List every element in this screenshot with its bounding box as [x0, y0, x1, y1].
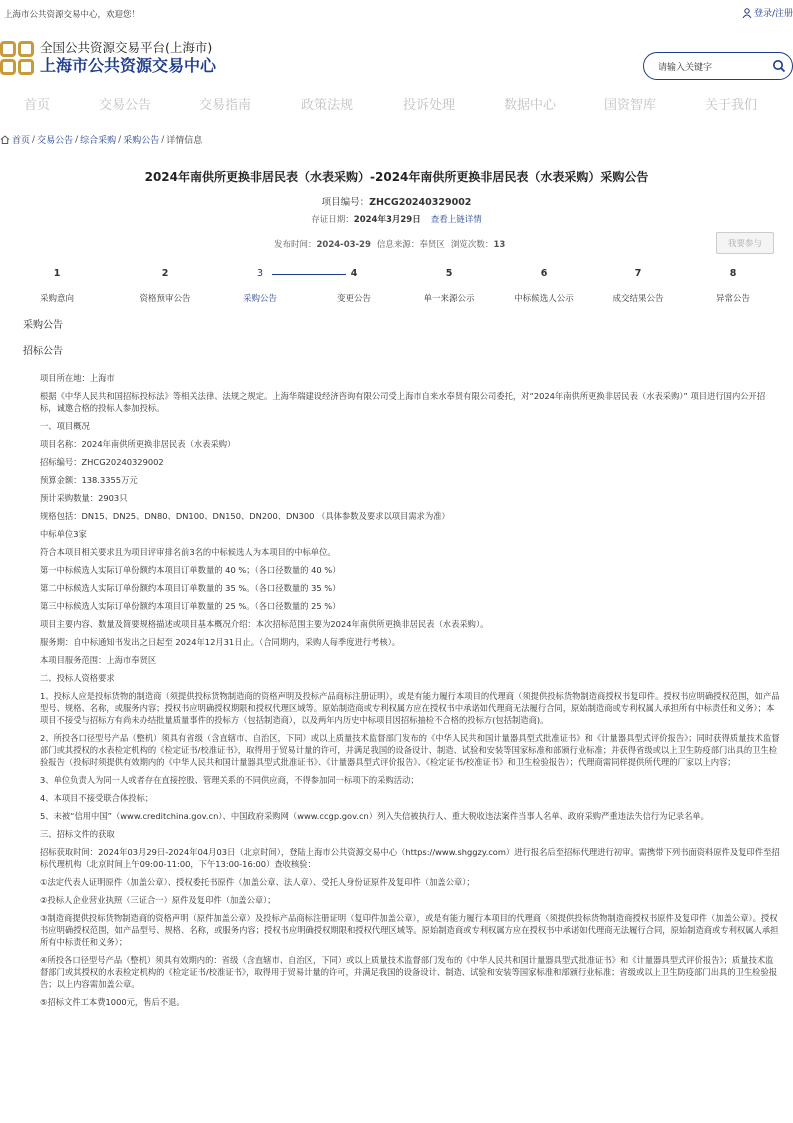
body-paragraph: 5、未被“信用中国”（www.creditchina.gov.cn）、中国政府采购网（www.ccgp.gov.cn）列入失信被执行人、重大税收违法案件当事人名单、政府采购严重违法失信行为记录名单。	[40, 811, 709, 821]
body-paragraph: ③制造商提供投标货物制造商的资格声明（原件加盖公章）及投标产品商标注册证明（复印件加盖公章），或是有能力履行本项目的代理商（须提供投标货物制造商授权书原件及复印件（加盖公章）。授权书应明确授权范围，如产品型号、规格、名称，或服务内容；授权书应明确授权期限和授权代理区域等。原始制造商或专利权属方应在授权书中承诺如代理商无法履行合同，原始制造商或专利权属人承担所有中标责任和义务）；	[40, 913, 779, 947]
nav-guide[interactable]: 交易指南	[199, 98, 252, 113]
login-label[interactable]: 登录/注册	[753, 9, 793, 19]
publish-label: 发布时间：	[274, 240, 317, 250]
body-paragraph: 符合本项目相关要求且为项目评审排名前3名的中标候选人为本项目的中标单位。	[40, 547, 336, 557]
top-bar	[0, 0, 793, 28]
body-paragraph: 1、投标人应是投标货物的制造商（须提供投标货物制造商的资格声明及投标产品商标注册证明），或是有能力履行本项目的代理商（须提供投标货物制造商授权书复印件。授权书应明确授权范围，如产品型号、规格、名称，或服务内容；授权书应明确授权期限和授权代理区域等。原始制造商或专利权属方应在授权书中承诺如代理商无法履行合同，原始制造商或专利权属人承担所有中标责任和义务）；本项目不接受与招标方有尚未办结批量质量事件的投标方（包括制造商），以及两年内历史中标项目因招标抽检不合格的投标方(包括制造商)。	[40, 691, 780, 725]
logo-icon	[0, 41, 34, 75]
deposit-date: 2024年3月29日	[353, 215, 421, 225]
breadcrumb: 首页 / 交易公告 / 综合采购 / 采购公告 / 详情信息	[0, 133, 202, 146]
nav-about[interactable]: 关于我们	[705, 98, 758, 113]
crumb-purchase-notice[interactable]: 采购公告	[123, 136, 160, 146]
body-paragraph: ④所投各口径型号产品（整机）须具有效期内的：省级（含直辖市、自治区，下同）或以上质量技术监督部门发布的《中华人民共和国计量器具型式批准证书》和《计量器具型式评价报告》；质量技术监督部门或其授权的水表检定机构的《检定证书/校准证书》，取得用于贸易计量的许可，并满足我国的设备设计、制造、试验和安装等国家标准和部颁行业标准；省级或以上卫生防疫部门出具的卫生检验报告；以上内容需加盖公章。	[40, 955, 778, 989]
source-label: 信息来源：	[376, 240, 420, 250]
step-5[interactable]: 5 单一来源公示	[423, 268, 475, 304]
notice-body	[40, 372, 780, 1014]
body-paragraph: 中标单位3家	[40, 529, 87, 539]
body-paragraph: 二、投标人资格要求	[40, 673, 115, 683]
body-paragraph: 规格包括：DN15、DN25、DN80、DN100、DN150、DN200、DN300 （具体参数及要求以项目需求为准）	[40, 511, 450, 521]
body-paragraph: 一、项目概况	[40, 421, 90, 431]
step-6[interactable]: 6 中标候选人公示	[514, 268, 574, 304]
body-paragraph: 2、所投各口径型号产品（整机）须具有省级（含直辖市、自治区，下同）或以上质量技术监督部门发布的《中华人民共和国计量器具型式批准证书》和《计量器具型式评价报告》；同时获得质量技术监督部门或其授权的水表检定机构的《检定证书/校准证书》，取得用于贸易计量的许可，并满足我国的设备设计、制造、试验和安装等国家标准和部颁行业标准；并获得省级或以上卫生防疫部门出具的卫生检验报告（投标时须提供有效期内的《中华人民共和国计量器具型式批准证书》、《计量器具型式评价报告》、《检定证书/校准证书》和卫生检验报告）；代理商需同样提供所代理的厂家以上内容；	[40, 733, 780, 767]
body-paragraph: 4、本项目不接受联合体投标；	[40, 793, 154, 803]
publish-time: 2024-03-29	[316, 240, 371, 250]
step-1[interactable]: 1 采购意向	[39, 268, 74, 304]
body-paragraph: 第一中标候选人实际订单份额约本项目订单数量的 40 %；（各口径数量的 40 %）	[40, 565, 341, 575]
deposit-label: 存证日期：	[311, 215, 354, 225]
body-paragraph: 3、单位负责人为同一人或者存在直接控股、管理关系的不同供应商，不得参加同一标项下的采购活动；	[40, 775, 419, 785]
user-icon	[742, 8, 752, 18]
step-4[interactable]: 4 变更公告	[336, 268, 371, 304]
body-paragraph: ⑤招标文件工本费1000元，售后不退。	[40, 997, 185, 1007]
body-paragraph: 预算金额：138.3355万元	[40, 475, 138, 485]
body-paragraph: 根据《中华人民共和国招标投标法》等相关法律、法规之规定。上海华瑞建设经济咨询有限公司受上海市自来水奉贤有限公司委托，对“2024年南供所更换非居民表（水表采购）” 项目进行国内公开招标，诚邀合格的投标人参加投标。	[40, 391, 766, 413]
step-3[interactable]: 3 采购公告	[242, 268, 277, 304]
project-number	[0, 194, 793, 208]
crumb-home[interactable]: 首页	[12, 136, 31, 146]
step-7[interactable]: 7 成交结果公告	[612, 268, 664, 304]
body-paragraph: 预计采购数量：2903只	[40, 493, 128, 503]
welcome-text: 上海市公共资源交易中心，欢迎您！	[4, 10, 141, 20]
join-button[interactable]: 我要参与	[716, 232, 774, 254]
body-paragraph: 第三中标候选人实际订单份额约本项目订单数量的 25 %。（各口径数量的 25 %）	[40, 601, 341, 611]
section-title: 采购公告	[23, 320, 63, 331]
search-icon[interactable]	[772, 59, 786, 73]
crumb-announcements[interactable]: 交易公告	[37, 136, 74, 146]
body-paragraph: ①法定代表人证明原件（加盖公章）、授权委托书原件（加盖公章、法人章）、受托人身份证原件及复印件（加盖公章）；	[40, 877, 475, 887]
process-steps	[0, 268, 793, 308]
body-paragraph: 三、招标文件的获取	[40, 829, 115, 839]
project-number-value: ZHCG20240329002	[369, 197, 472, 208]
step-8[interactable]: 8 异常公告	[715, 268, 750, 304]
body-paragraph: ②投标人企业营业执照（三证合一）原件及复印件（加盖公章）；	[40, 895, 276, 905]
publish-meta	[274, 238, 505, 250]
body-paragraph: 第二中标候选人实际订单份额约本项目订单数量的 35 %。（各口径数量的 35 %）	[40, 583, 341, 593]
source-value: 奉贤区	[419, 240, 445, 250]
search-box[interactable]	[643, 52, 793, 80]
crumb-detail: 详情信息	[166, 136, 203, 146]
nav-home[interactable]: 首页	[24, 98, 51, 113]
search-input[interactable]: 请输入关键字	[658, 62, 713, 73]
body-paragraph: 招标编号：ZHCG20240329002	[40, 457, 164, 467]
nav-policy[interactable]: 政策法规	[301, 98, 354, 113]
sub-title: 招标公告	[23, 346, 63, 357]
body-paragraph: 招标获取时间：2024年03月29日-2024年04月03日（北京时间），登陆上海市公共资源交易中心（https://www.shggzy.com）进行报名后至招标代理进行初审。需携带下列书面资料原件及复印件至招标代理机构（北京时间上午09:00-11:00，下午13:00-16:00）查收核验：	[40, 847, 780, 869]
body-paragraph: 项目名称：2024年南供所更换非居民表（水表采购）	[40, 439, 236, 449]
nav-announcements[interactable]: 交易公告	[99, 98, 152, 113]
chain-detail-link[interactable]: 查看上链详情	[430, 215, 482, 225]
step-2[interactable]: 2 资格预审公告	[139, 268, 191, 304]
project-number-label: 项目编号：	[321, 197, 370, 208]
home-icon	[0, 135, 10, 144]
main-nav	[0, 94, 793, 120]
logo-line1: 全国公共资源交易平台(上海市)	[40, 40, 213, 55]
site-logo[interactable]	[0, 40, 216, 76]
views-count: 13	[493, 240, 506, 250]
nav-data-center[interactable]: 数据中心	[504, 98, 557, 113]
logo-line2: 上海市公共资源交易中心	[40, 56, 217, 75]
body-paragraph: 服务期：自中标通知书发出之日起至 2024年12月31日止。（合同期内，采购人每季度进行考核）。	[40, 637, 401, 647]
nav-think-tank[interactable]: 国资智库	[604, 98, 657, 113]
deposit-info	[0, 213, 793, 225]
login-link[interactable]	[742, 6, 793, 19]
crumb-procurement[interactable]: 综合采购	[80, 136, 117, 146]
nav-complaints[interactable]: 投诉处理	[403, 98, 456, 113]
body-paragraph: 项目主要内容、数量及简要规格描述或项目基本概况介绍：本次招标范围主要为2024年南供所更换非居民表（水表采购）。	[40, 619, 489, 629]
views-label: 浏览次数：	[450, 240, 494, 250]
page-title: 2024年南供所更换非居民表（水表采购）-2024年南供所更换非居民表（水表采购）采购公告	[144, 170, 649, 184]
body-paragraph: 本项目服务范围：上海市奉贤区	[40, 655, 157, 665]
body-paragraph: 项目所在地：上海市	[40, 373, 115, 383]
